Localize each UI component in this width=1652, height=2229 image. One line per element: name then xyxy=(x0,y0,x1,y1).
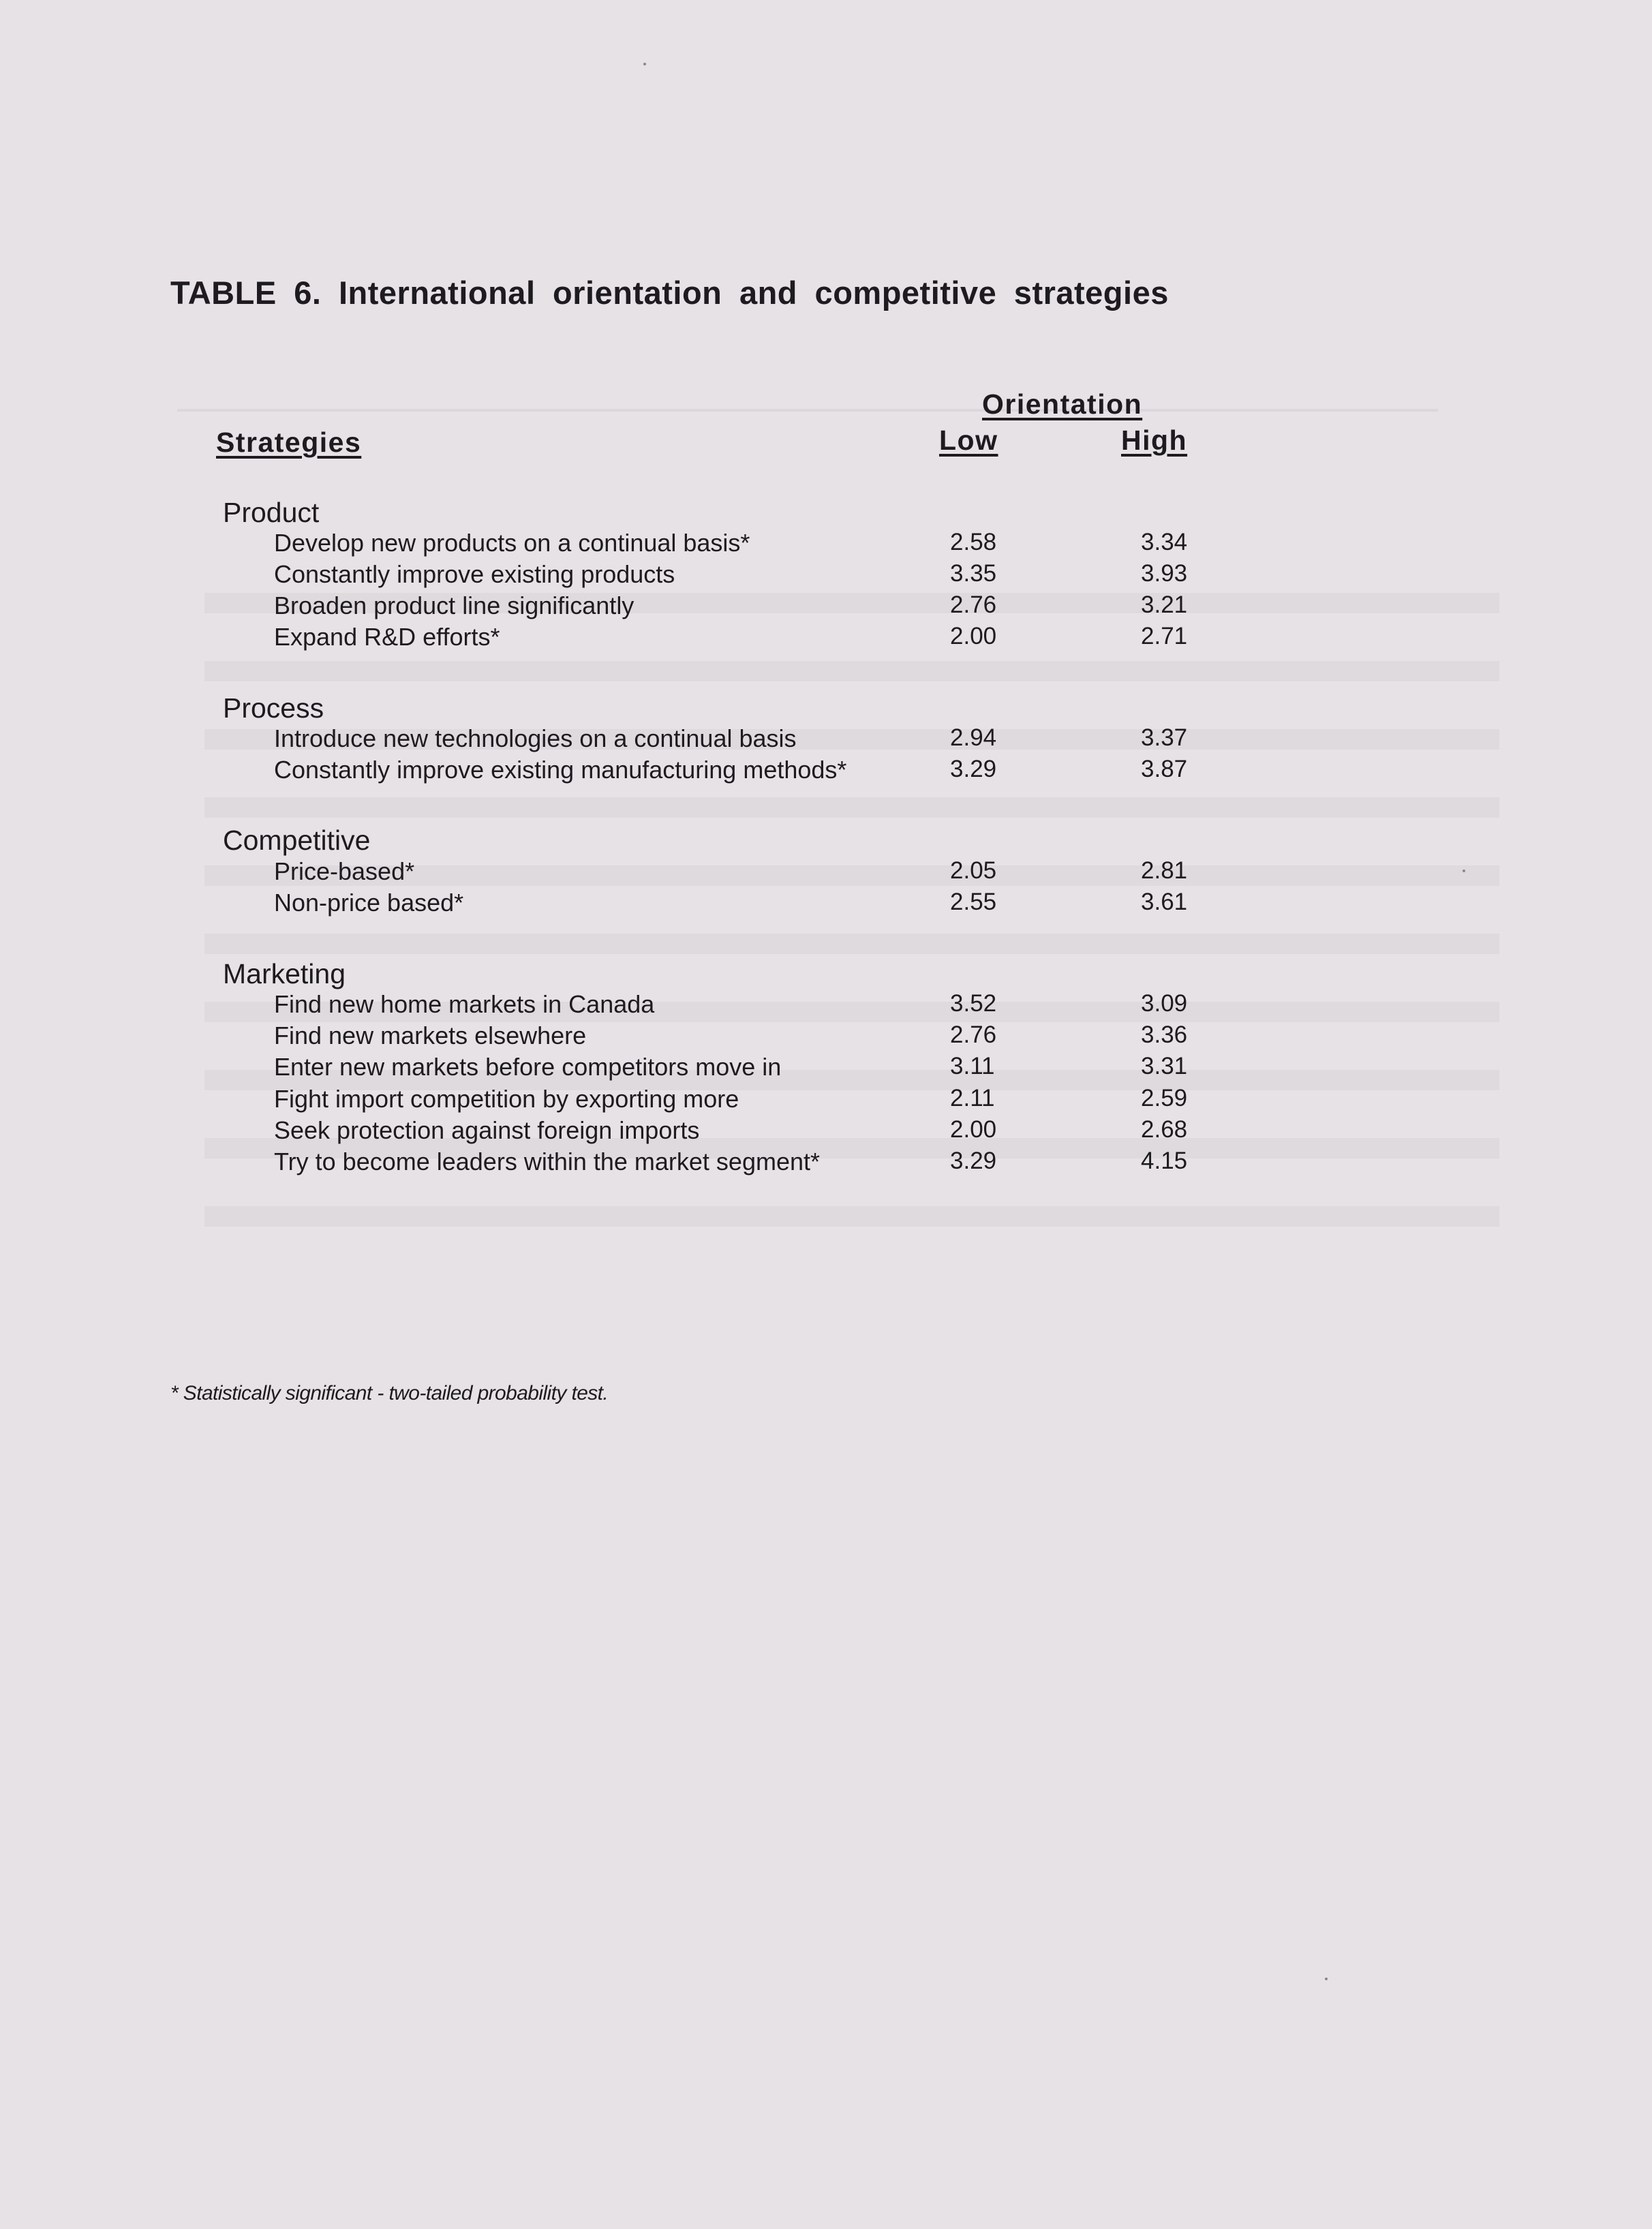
low-value: 2.00 xyxy=(950,1116,997,1143)
strategy-label: Enter new markets before competitors move in xyxy=(274,1053,782,1081)
high-value: 3.87 xyxy=(1141,756,1188,782)
table-row xyxy=(0,857,1652,890)
table-row xyxy=(0,1085,1652,1118)
strategy-label: Constantly improve existing products xyxy=(274,560,675,588)
strategy-label: Price-based* xyxy=(274,857,415,885)
table-row xyxy=(0,1053,1652,1086)
strategy-label: Find new markets elsewhere xyxy=(274,1021,587,1049)
table-row xyxy=(0,889,1652,921)
table-row xyxy=(0,1021,1652,1054)
high-value: 3.31 xyxy=(1141,1053,1188,1079)
strategy-label: Broaden product line significantly xyxy=(274,591,634,619)
low-value: 3.29 xyxy=(950,756,997,782)
section-heading: Marketing xyxy=(223,958,346,989)
low-column-header: Low xyxy=(939,425,998,456)
table-title: TABLE 6. International orientation and competitive strategies xyxy=(170,275,1169,311)
table-row xyxy=(0,623,1652,656)
high-value: 3.36 xyxy=(1141,1021,1188,1048)
strategy-label: Introduce new technologies on a continual basis xyxy=(274,724,797,752)
table-row xyxy=(0,724,1652,757)
low-value: 3.35 xyxy=(950,560,997,587)
orientation-header: Orientation xyxy=(982,388,1143,420)
low-value: 2.76 xyxy=(950,1021,997,1048)
high-value: 2.71 xyxy=(1141,623,1188,649)
paper-speck xyxy=(1325,1978,1328,1980)
paper-speck xyxy=(1463,870,1465,872)
low-value: 3.11 xyxy=(950,1053,995,1079)
table-row xyxy=(0,990,1652,1023)
high-value: 3.93 xyxy=(1141,560,1188,587)
footnote: * Statistically significant - two-tailed probability test. xyxy=(170,1382,609,1404)
high-value: 3.21 xyxy=(1141,591,1188,618)
strategy-label: Non-price based* xyxy=(274,889,464,917)
section-heading: Process xyxy=(223,692,324,724)
high-value: 2.81 xyxy=(1141,857,1188,884)
high-value: 3.09 xyxy=(1141,990,1188,1017)
high-value: 3.61 xyxy=(1141,889,1188,915)
high-value: 2.68 xyxy=(1141,1116,1188,1143)
strategy-label: Expand R&D efforts* xyxy=(274,623,500,651)
strategy-label: Develop new products on a continual basis* xyxy=(274,529,750,557)
low-value: 3.29 xyxy=(950,1148,997,1174)
high-value: 2.59 xyxy=(1141,1085,1188,1111)
strategy-label: Constantly improve existing manufacturing methods* xyxy=(274,756,847,784)
section-heading: Product xyxy=(223,497,320,528)
table-row xyxy=(0,1116,1652,1149)
low-value: 2.94 xyxy=(950,724,997,751)
strategies-header: Strategies xyxy=(216,427,362,458)
low-value: 3.52 xyxy=(950,990,997,1017)
low-value: 2.11 xyxy=(950,1085,995,1111)
table-row xyxy=(0,756,1652,788)
high-column-header: High xyxy=(1121,425,1188,456)
table-row xyxy=(0,529,1652,562)
section-heading: Competitive xyxy=(223,825,371,856)
high-value: 4.15 xyxy=(1141,1148,1188,1174)
strategy-label: Find new home markets in Canada xyxy=(274,990,655,1018)
strategy-label: Fight import competition by exporting more xyxy=(274,1085,739,1113)
low-value: 2.00 xyxy=(950,623,997,649)
paper-speck xyxy=(643,63,646,65)
table-row xyxy=(0,591,1652,624)
table-row xyxy=(0,560,1652,593)
low-value: 2.76 xyxy=(950,591,997,618)
strategy-label: Try to become leaders within the market segment* xyxy=(274,1148,821,1175)
high-value: 3.34 xyxy=(1141,529,1188,555)
high-value: 3.37 xyxy=(1141,724,1188,751)
strategy-label: Seek protection against foreign imports xyxy=(274,1116,700,1144)
low-value: 2.58 xyxy=(950,529,997,555)
low-value: 2.05 xyxy=(950,857,997,884)
low-value: 2.55 xyxy=(950,889,997,915)
table-row xyxy=(0,1148,1652,1180)
